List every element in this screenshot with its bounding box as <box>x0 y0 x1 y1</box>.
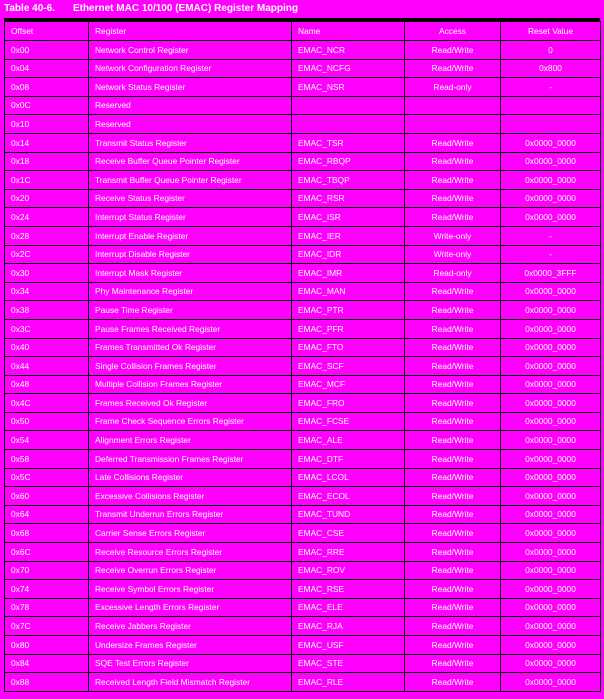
cell-name: EMAC_IER <box>292 226 405 245</box>
cell-offset: 0x80 <box>5 636 89 655</box>
cell-reset-value: 0x0000_0000 <box>501 450 601 469</box>
cell-offset: 0x04 <box>5 59 89 78</box>
cell-access: Read/Write <box>405 394 501 413</box>
cell-register: Received Length Field Mismatch Register <box>89 673 292 692</box>
cell-register: Frame Check Sequence Errors Register <box>89 412 292 431</box>
cell-offset: 0x7C <box>5 617 89 636</box>
cell-offset: 0x14 <box>5 133 89 152</box>
table-row <box>5 487 601 506</box>
cell-register: Deferred Transmission Frames Register <box>89 450 292 469</box>
cell-register: Late Collisions Register <box>89 468 292 487</box>
cell-name: EMAC_RLE <box>292 673 405 692</box>
table-row <box>5 41 601 60</box>
cell-reset-value: 0x0000_0000 <box>501 412 601 431</box>
cell-reset-value: 0x0000_0000 <box>501 431 601 450</box>
cell-offset: 0x68 <box>5 524 89 543</box>
cell-register: Network Configuration Register <box>89 59 292 78</box>
header-reset-value: Reset Value <box>501 22 601 41</box>
cell-reset-value: 0x0000_0000 <box>501 319 601 338</box>
table-header-row <box>5 22 601 41</box>
cell-access: Read/Write <box>405 41 501 60</box>
cell-offset: 0x64 <box>5 505 89 524</box>
cell-offset: 0x58 <box>5 450 89 469</box>
cell-reset-value: 0x0000_0000 <box>501 561 601 580</box>
cell-reset-value: 0x0000_0000 <box>501 301 601 320</box>
cell-register: Interrupt Enable Register <box>89 226 292 245</box>
table-caption <box>4 3 298 14</box>
cell-name: EMAC_RSR <box>292 189 405 208</box>
cell-access: Read/Write <box>405 171 501 190</box>
cell-access: Write-only <box>405 226 501 245</box>
cell-offset: 0x30 <box>5 264 89 283</box>
table-row <box>5 654 601 673</box>
cell-reset-value: 0x0000_0000 <box>501 171 601 190</box>
cell-access: Read/Write <box>405 487 501 506</box>
cell-reset-value: - <box>501 226 601 245</box>
cell-register: Receive Overrun Errors Register <box>89 561 292 580</box>
header-name: Name <box>292 22 405 41</box>
cell-name: EMAC_ALE <box>292 431 405 450</box>
cell-register: Interrupt Disable Register <box>89 245 292 264</box>
cell-name: EMAC_FCSE <box>292 412 405 431</box>
cell-access: Read/Write <box>405 450 501 469</box>
cell-name: EMAC_FTO <box>292 338 405 357</box>
cell-offset: 0x20 <box>5 189 89 208</box>
table-row <box>5 468 601 487</box>
cell-register: Excessive Length Errors Register <box>89 598 292 617</box>
cell-offset: 0x3C <box>5 319 89 338</box>
table-row <box>5 543 601 562</box>
table-row <box>5 78 601 97</box>
cell-access: Read-only <box>405 264 501 283</box>
cell-offset: 0x28 <box>5 226 89 245</box>
cell-access: Read/Write <box>405 301 501 320</box>
cell-reset-value: 0x0000_0000 <box>501 617 601 636</box>
cell-name: EMAC_RBQP <box>292 152 405 171</box>
cell-register: Reserved <box>89 96 292 115</box>
register-mapping-table <box>4 21 601 692</box>
cell-reset-value: - <box>501 245 601 264</box>
cell-name <box>292 96 405 115</box>
cell-reset-value: 0x0000_0000 <box>501 338 601 357</box>
cell-access: Read/Write <box>405 468 501 487</box>
cell-access: Read/Write <box>405 59 501 78</box>
cell-access: Read/Write <box>405 133 501 152</box>
cell-access: Read/Write <box>405 654 501 673</box>
cell-access: Read/Write <box>405 208 501 227</box>
cell-access: Read/Write <box>405 412 501 431</box>
cell-register: Undersize Frames Register <box>89 636 292 655</box>
cell-name: EMAC_TSR <box>292 133 405 152</box>
cell-offset: 0x70 <box>5 561 89 580</box>
cell-name: EMAC_MAN <box>292 282 405 301</box>
cell-offset: 0x5C <box>5 468 89 487</box>
cell-reset-value: 0x0000_0000 <box>501 636 601 655</box>
table-row <box>5 673 601 692</box>
cell-name: EMAC_IMR <box>292 264 405 283</box>
cell-reset-value: 0x0000_0000 <box>501 487 601 506</box>
cell-offset: 0x74 <box>5 580 89 599</box>
cell-access: Read/Write <box>405 152 501 171</box>
table-row <box>5 301 601 320</box>
cell-reset-value: 0x0000_0000 <box>501 468 601 487</box>
cell-offset: 0x08 <box>5 78 89 97</box>
cell-access: Read-only <box>405 78 501 97</box>
cell-name: EMAC_DTF <box>292 450 405 469</box>
cell-reset-value: 0x0000_0000 <box>501 524 601 543</box>
cell-access: Read/Write <box>405 561 501 580</box>
cell-offset: 0x44 <box>5 357 89 376</box>
cell-access: Read/Write <box>405 505 501 524</box>
cell-reset-value: 0 <box>501 41 601 60</box>
cell-register: Transmit Underrun Errors Register <box>89 505 292 524</box>
cell-register: Receive Buffer Queue Pointer Register <box>89 152 292 171</box>
cell-reset-value: 0x0000_3FFF <box>501 264 601 283</box>
cell-access: Read/Write <box>405 673 501 692</box>
cell-reset-value: 0x0000_0000 <box>501 543 601 562</box>
table-row <box>5 524 601 543</box>
cell-reset-value: 0x0000_0000 <box>501 208 601 227</box>
table-row <box>5 245 601 264</box>
cell-access: Read/Write <box>405 524 501 543</box>
cell-name: EMAC_PFR <box>292 319 405 338</box>
cell-register: Multiple Collision Frames Register <box>89 375 292 394</box>
cell-reset-value: 0x0000_0000 <box>501 152 601 171</box>
cell-name: EMAC_CSE <box>292 524 405 543</box>
cell-register: Reserved <box>89 115 292 134</box>
table-row <box>5 59 601 78</box>
cell-offset: 0x18 <box>5 152 89 171</box>
table-row <box>5 561 601 580</box>
cell-register: Excessive Collisions Register <box>89 487 292 506</box>
table-row <box>5 115 601 134</box>
cell-reset-value <box>501 115 601 134</box>
table-title: Ethernet MAC 10/100 (EMAC) Register Mapping <box>72 3 298 14</box>
cell-access: Read/Write <box>405 338 501 357</box>
cell-register: Pause Frames Received Register <box>89 319 292 338</box>
cell-name: EMAC_ISR <box>292 208 405 227</box>
cell-reset-value <box>501 96 601 115</box>
cell-reset-value: 0x0000_0000 <box>501 580 601 599</box>
cell-access: Read/Write <box>405 617 501 636</box>
cell-name: EMAC_RSE <box>292 580 405 599</box>
table-row <box>5 505 601 524</box>
table-row <box>5 617 601 636</box>
cell-name: EMAC_NCFG <box>292 59 405 78</box>
cell-offset: 0x1C <box>5 171 89 190</box>
cell-register: Receive Status Register <box>89 189 292 208</box>
cell-offset: 0x40 <box>5 338 89 357</box>
cell-name: EMAC_RJA <box>292 617 405 636</box>
cell-register: Interrupt Status Register <box>89 208 292 227</box>
cell-access: Read/Write <box>405 189 501 208</box>
cell-register: Receive Resource Errors Register <box>89 543 292 562</box>
cell-reset-value: 0x0000_0000 <box>501 654 601 673</box>
table-number: Table 40-6. <box>4 3 55 14</box>
cell-access <box>405 96 501 115</box>
table-row <box>5 431 601 450</box>
cell-access: Read/Write <box>405 375 501 394</box>
cell-reset-value: 0x800 <box>501 59 601 78</box>
cell-access: Read/Write <box>405 598 501 617</box>
table-body <box>5 41 601 692</box>
table-row <box>5 264 601 283</box>
cell-offset: 0x24 <box>5 208 89 227</box>
cell-name: EMAC_ECOL <box>292 487 405 506</box>
cell-access: Read/Write <box>405 636 501 655</box>
cell-register: Pause Time Register <box>89 301 292 320</box>
table-row <box>5 96 601 115</box>
cell-reset-value: 0x0000_0000 <box>501 673 601 692</box>
cell-access: Write-only <box>405 245 501 264</box>
table-row <box>5 450 601 469</box>
cell-name: EMAC_TUND <box>292 505 405 524</box>
cell-offset: 0x4C <box>5 394 89 413</box>
cell-access: Read/Write <box>405 282 501 301</box>
cell-name: EMAC_LCOL <box>292 468 405 487</box>
cell-name: EMAC_ROV <box>292 561 405 580</box>
table-row <box>5 189 601 208</box>
cell-name: EMAC_FRO <box>292 394 405 413</box>
cell-offset: 0x50 <box>5 412 89 431</box>
cell-offset: 0x88 <box>5 673 89 692</box>
cell-offset: 0x2C <box>5 245 89 264</box>
cell-reset-value: 0x0000_0000 <box>501 598 601 617</box>
cell-offset: 0x54 <box>5 431 89 450</box>
cell-name: EMAC_STE <box>292 654 405 673</box>
cell-reset-value: 0x0000_0000 <box>501 375 601 394</box>
cell-offset: 0x34 <box>5 282 89 301</box>
table-row <box>5 226 601 245</box>
cell-access: Read/Write <box>405 543 501 562</box>
cell-offset: 0x78 <box>5 598 89 617</box>
cell-register: SQE Test Errors Register <box>89 654 292 673</box>
cell-access: Read/Write <box>405 580 501 599</box>
cell-register: Receive Jabbers Register <box>89 617 292 636</box>
cell-register: Network Status Register <box>89 78 292 97</box>
cell-register: Phy Maintenance Register <box>89 282 292 301</box>
header-register: Register <box>89 22 292 41</box>
cell-reset-value: 0x0000_0000 <box>501 505 601 524</box>
header-access: Access <box>405 22 501 41</box>
cell-name: EMAC_NCR <box>292 41 405 60</box>
cell-reset-value: 0x0000_0000 <box>501 394 601 413</box>
table-row <box>5 394 601 413</box>
cell-register: Transmit Buffer Queue Pointer Register <box>89 171 292 190</box>
cell-offset: 0x38 <box>5 301 89 320</box>
cell-offset: 0x84 <box>5 654 89 673</box>
cell-name: EMAC_SCF <box>292 357 405 376</box>
table-row <box>5 208 601 227</box>
cell-reset-value: 0x0000_0000 <box>501 133 601 152</box>
table-row <box>5 636 601 655</box>
cell-offset: 0x6C <box>5 543 89 562</box>
cell-register: Interrupt Mask Register <box>89 264 292 283</box>
cell-register: Alignment Errors Register <box>89 431 292 450</box>
cell-name: EMAC_ELE <box>292 598 405 617</box>
cell-reset-value: 0x0000_0000 <box>501 189 601 208</box>
table-row <box>5 282 601 301</box>
table-row <box>5 580 601 599</box>
cell-register: Carrier Sense Errors Register <box>89 524 292 543</box>
cell-register: Single Collision Frames Register <box>89 357 292 376</box>
cell-offset: 0x48 <box>5 375 89 394</box>
table-row <box>5 319 601 338</box>
cell-access: Read/Write <box>405 319 501 338</box>
cell-register: Frames Received Ok Register <box>89 394 292 413</box>
cell-name <box>292 115 405 134</box>
cell-reset-value: 0x0000_0000 <box>501 357 601 376</box>
table-row <box>5 357 601 376</box>
cell-offset: 0x0C <box>5 96 89 115</box>
cell-name: EMAC_IDR <box>292 245 405 264</box>
cell-name: EMAC_USF <box>292 636 405 655</box>
cell-name: EMAC_MCF <box>292 375 405 394</box>
cell-name: EMAC_PTR <box>292 301 405 320</box>
header-offset: Offset <box>5 22 89 41</box>
table-row <box>5 412 601 431</box>
cell-register: Frames Transmitted Ok Register <box>89 338 292 357</box>
table-row <box>5 598 601 617</box>
cell-name: EMAC_TBQP <box>292 171 405 190</box>
table-row <box>5 152 601 171</box>
table-row <box>5 338 601 357</box>
cell-name: EMAC_RRE <box>292 543 405 562</box>
cell-register: Transmit Status Register <box>89 133 292 152</box>
cell-reset-value: 0x0000_0000 <box>501 282 601 301</box>
cell-offset: 0x00 <box>5 41 89 60</box>
cell-offset: 0x60 <box>5 487 89 506</box>
table-row <box>5 375 601 394</box>
cell-name: EMAC_NSR <box>292 78 405 97</box>
cell-access: Read/Write <box>405 357 501 376</box>
table-row <box>5 171 601 190</box>
cell-register: Receive Symbol Errors Register <box>89 580 292 599</box>
cell-access: Read/Write <box>405 431 501 450</box>
cell-offset: 0x10 <box>5 115 89 134</box>
cell-reset-value: - <box>501 78 601 97</box>
cell-register: Network Control Register <box>89 41 292 60</box>
cell-access <box>405 115 501 134</box>
table-row <box>5 133 601 152</box>
